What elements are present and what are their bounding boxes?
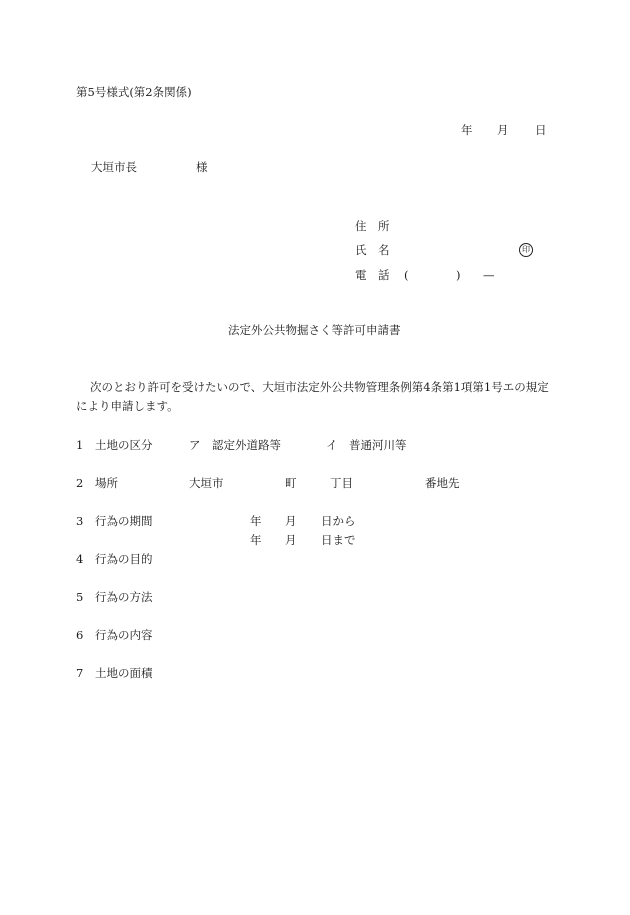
item3-from-day: 日から xyxy=(321,514,356,528)
item1-label: 土地の区分 xyxy=(95,438,153,452)
item3-from-month: 月 xyxy=(285,514,297,528)
item1-option-b: イ 普通河川等 xyxy=(326,438,407,452)
item2-banchi: 番地先 xyxy=(425,476,460,490)
body-line-2: により申請します。 xyxy=(76,399,179,413)
address-label: 住 所 xyxy=(355,219,390,233)
item5-number: 5 xyxy=(76,590,84,604)
item7-number: 7 xyxy=(76,666,84,680)
addressee-honorific: 様 xyxy=(196,160,208,174)
item4-number: 4 xyxy=(76,552,84,566)
item3-from-year: 年 xyxy=(250,514,262,528)
item3-to-day: 日まで xyxy=(321,533,356,547)
item4-label: 行為の目的 xyxy=(95,552,153,566)
name-label: 氏 名 xyxy=(355,243,390,257)
phone-close-paren: ) xyxy=(456,268,461,282)
date-month: 月 xyxy=(497,123,509,137)
document-title: 法定外公共物掘さく等許可申請書 xyxy=(228,323,401,337)
item3-number: 3 xyxy=(76,514,84,528)
item1-option-a: ア 認定外道路等 xyxy=(189,438,281,452)
phone-dash: — xyxy=(483,268,495,282)
item1-number: 1 xyxy=(76,438,84,452)
item6-number: 6 xyxy=(76,628,84,642)
date-day: 日 xyxy=(535,123,547,137)
item2-town: 町 xyxy=(285,476,297,490)
item3-to-year: 年 xyxy=(250,533,262,547)
item6-label: 行為の内容 xyxy=(95,628,153,642)
seal-mark: 印 xyxy=(519,243,533,257)
item2-label: 場所 xyxy=(95,476,118,490)
phone-open-paren: ( xyxy=(404,268,409,282)
phone-label: 電 話 xyxy=(355,268,390,282)
item5-label: 行為の方法 xyxy=(95,590,153,604)
item2-chome: 丁目 xyxy=(330,476,353,490)
addressee-name: 大垣市長 xyxy=(91,160,137,174)
item2-number: 2 xyxy=(76,476,84,490)
date-year: 年 xyxy=(461,123,473,137)
body-line-1: 次のとおり許可を受けたいので、大垣市法定外公共物管理条例第4条第1項第1号エの規定 xyxy=(90,380,549,394)
item3-to-month: 月 xyxy=(285,533,297,547)
item3-label: 行為の期間 xyxy=(95,514,153,528)
form-number: 第5号様式(第2条関係) xyxy=(76,85,192,99)
item7-label: 土地の面積 xyxy=(95,666,153,680)
item2-city: 大垣市 xyxy=(189,476,224,490)
